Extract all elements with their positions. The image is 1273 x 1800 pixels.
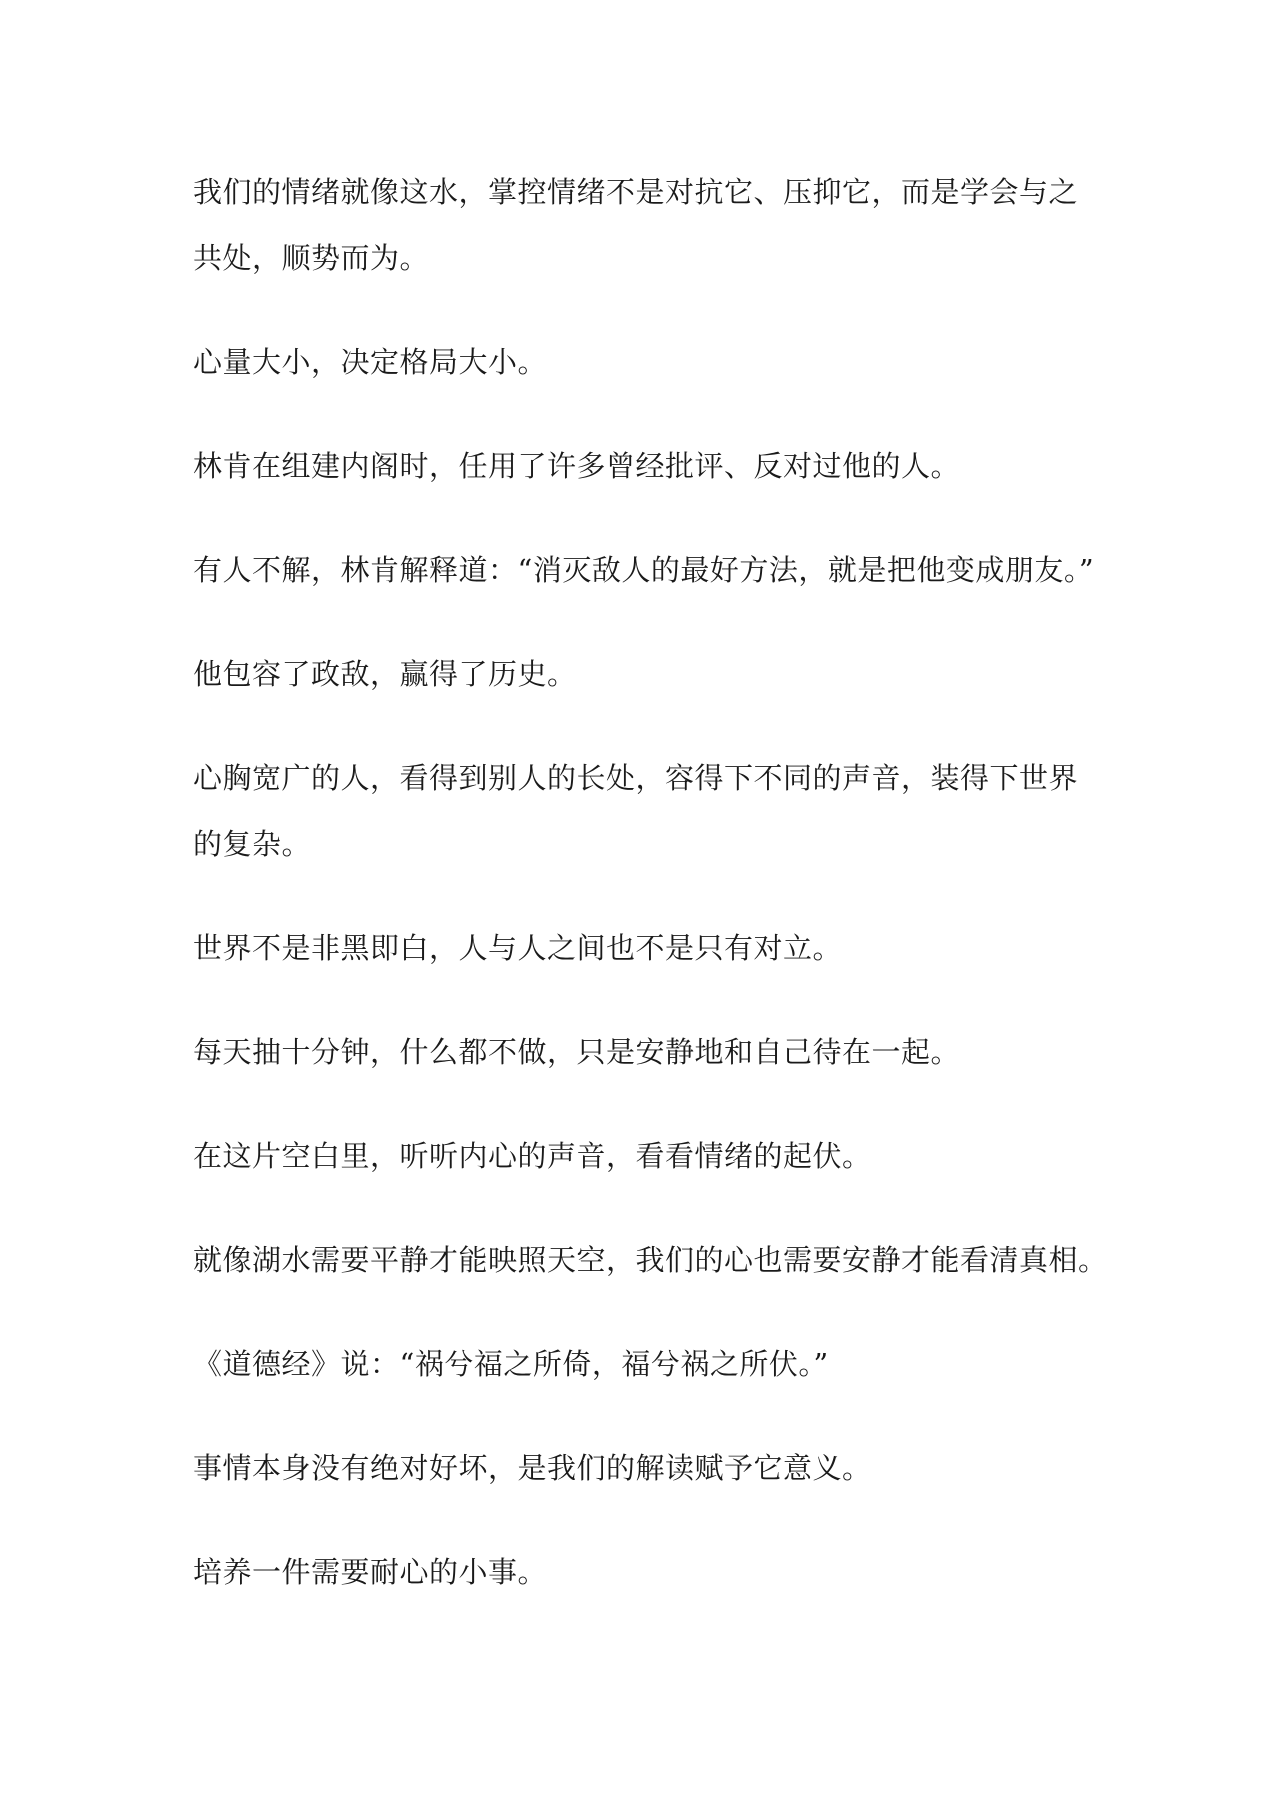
paragraph-3 xyxy=(193,433,1113,499)
paragraph-11 xyxy=(193,1331,1113,1397)
paragraph-line: 林肯在组建内阁时，任用了许多曾经批评、反对过他的人。 xyxy=(193,449,961,483)
paragraph-line: 在这片空白里，听听内心的声音，看看情绪的起伏。 xyxy=(193,1139,872,1173)
paragraph-line: 有人不解，林肯解释道：“消灭敌人的最好方法，就是把他变成朋友。” xyxy=(193,553,1095,587)
paragraph-1 xyxy=(193,159,1113,291)
paragraph-5 xyxy=(193,641,1113,707)
paragraph-line: 心量大小，决定格局大小。 xyxy=(193,345,548,379)
paragraph-line: 我们的情绪就像这水，掌控情绪不是对抗它、压抑它，而是学会与之 xyxy=(193,175,1079,209)
paragraph-7 xyxy=(193,915,1113,981)
paragraph-line: 心胸宽广的人，看得到别人的长处，容得下不同的声音，装得下世界 xyxy=(193,761,1079,795)
paragraph-4 xyxy=(193,537,1113,603)
paragraph-line: 每天抽十分钟，什么都不做，只是安静地和自己待在一起。 xyxy=(193,1035,961,1069)
paragraph-line: 共处，顺势而为。 xyxy=(193,241,430,275)
paragraph-line: 他包容了政敌，赢得了历史。 xyxy=(193,657,577,691)
paragraph-8 xyxy=(193,1019,1113,1085)
paragraph-9 xyxy=(193,1123,1113,1189)
document-body xyxy=(193,159,1113,1643)
paragraph-line: 就像湖水需要平静才能映照天空，我们的心也需要安静才能看清真相。 xyxy=(193,1243,1108,1277)
paragraph-line: 《道德经》说：“祸兮福之所倚，福兮祸之所伏。” xyxy=(193,1347,829,1381)
paragraph-12 xyxy=(193,1435,1113,1501)
paragraph-line: 事情本身没有绝对好坏，是我们的解读赋予它意义。 xyxy=(193,1451,872,1485)
paragraph-line: 世界不是非黑即白，人与人之间也不是只有对立。 xyxy=(193,931,843,965)
paragraph-10 xyxy=(193,1227,1113,1293)
paragraph-line: 的复杂。 xyxy=(193,827,312,861)
paragraph-2 xyxy=(193,329,1113,395)
paragraph-6 xyxy=(193,745,1113,877)
paragraph-13 xyxy=(193,1539,1113,1605)
paragraph-line: 培养一件需要耐心的小事。 xyxy=(193,1555,548,1589)
